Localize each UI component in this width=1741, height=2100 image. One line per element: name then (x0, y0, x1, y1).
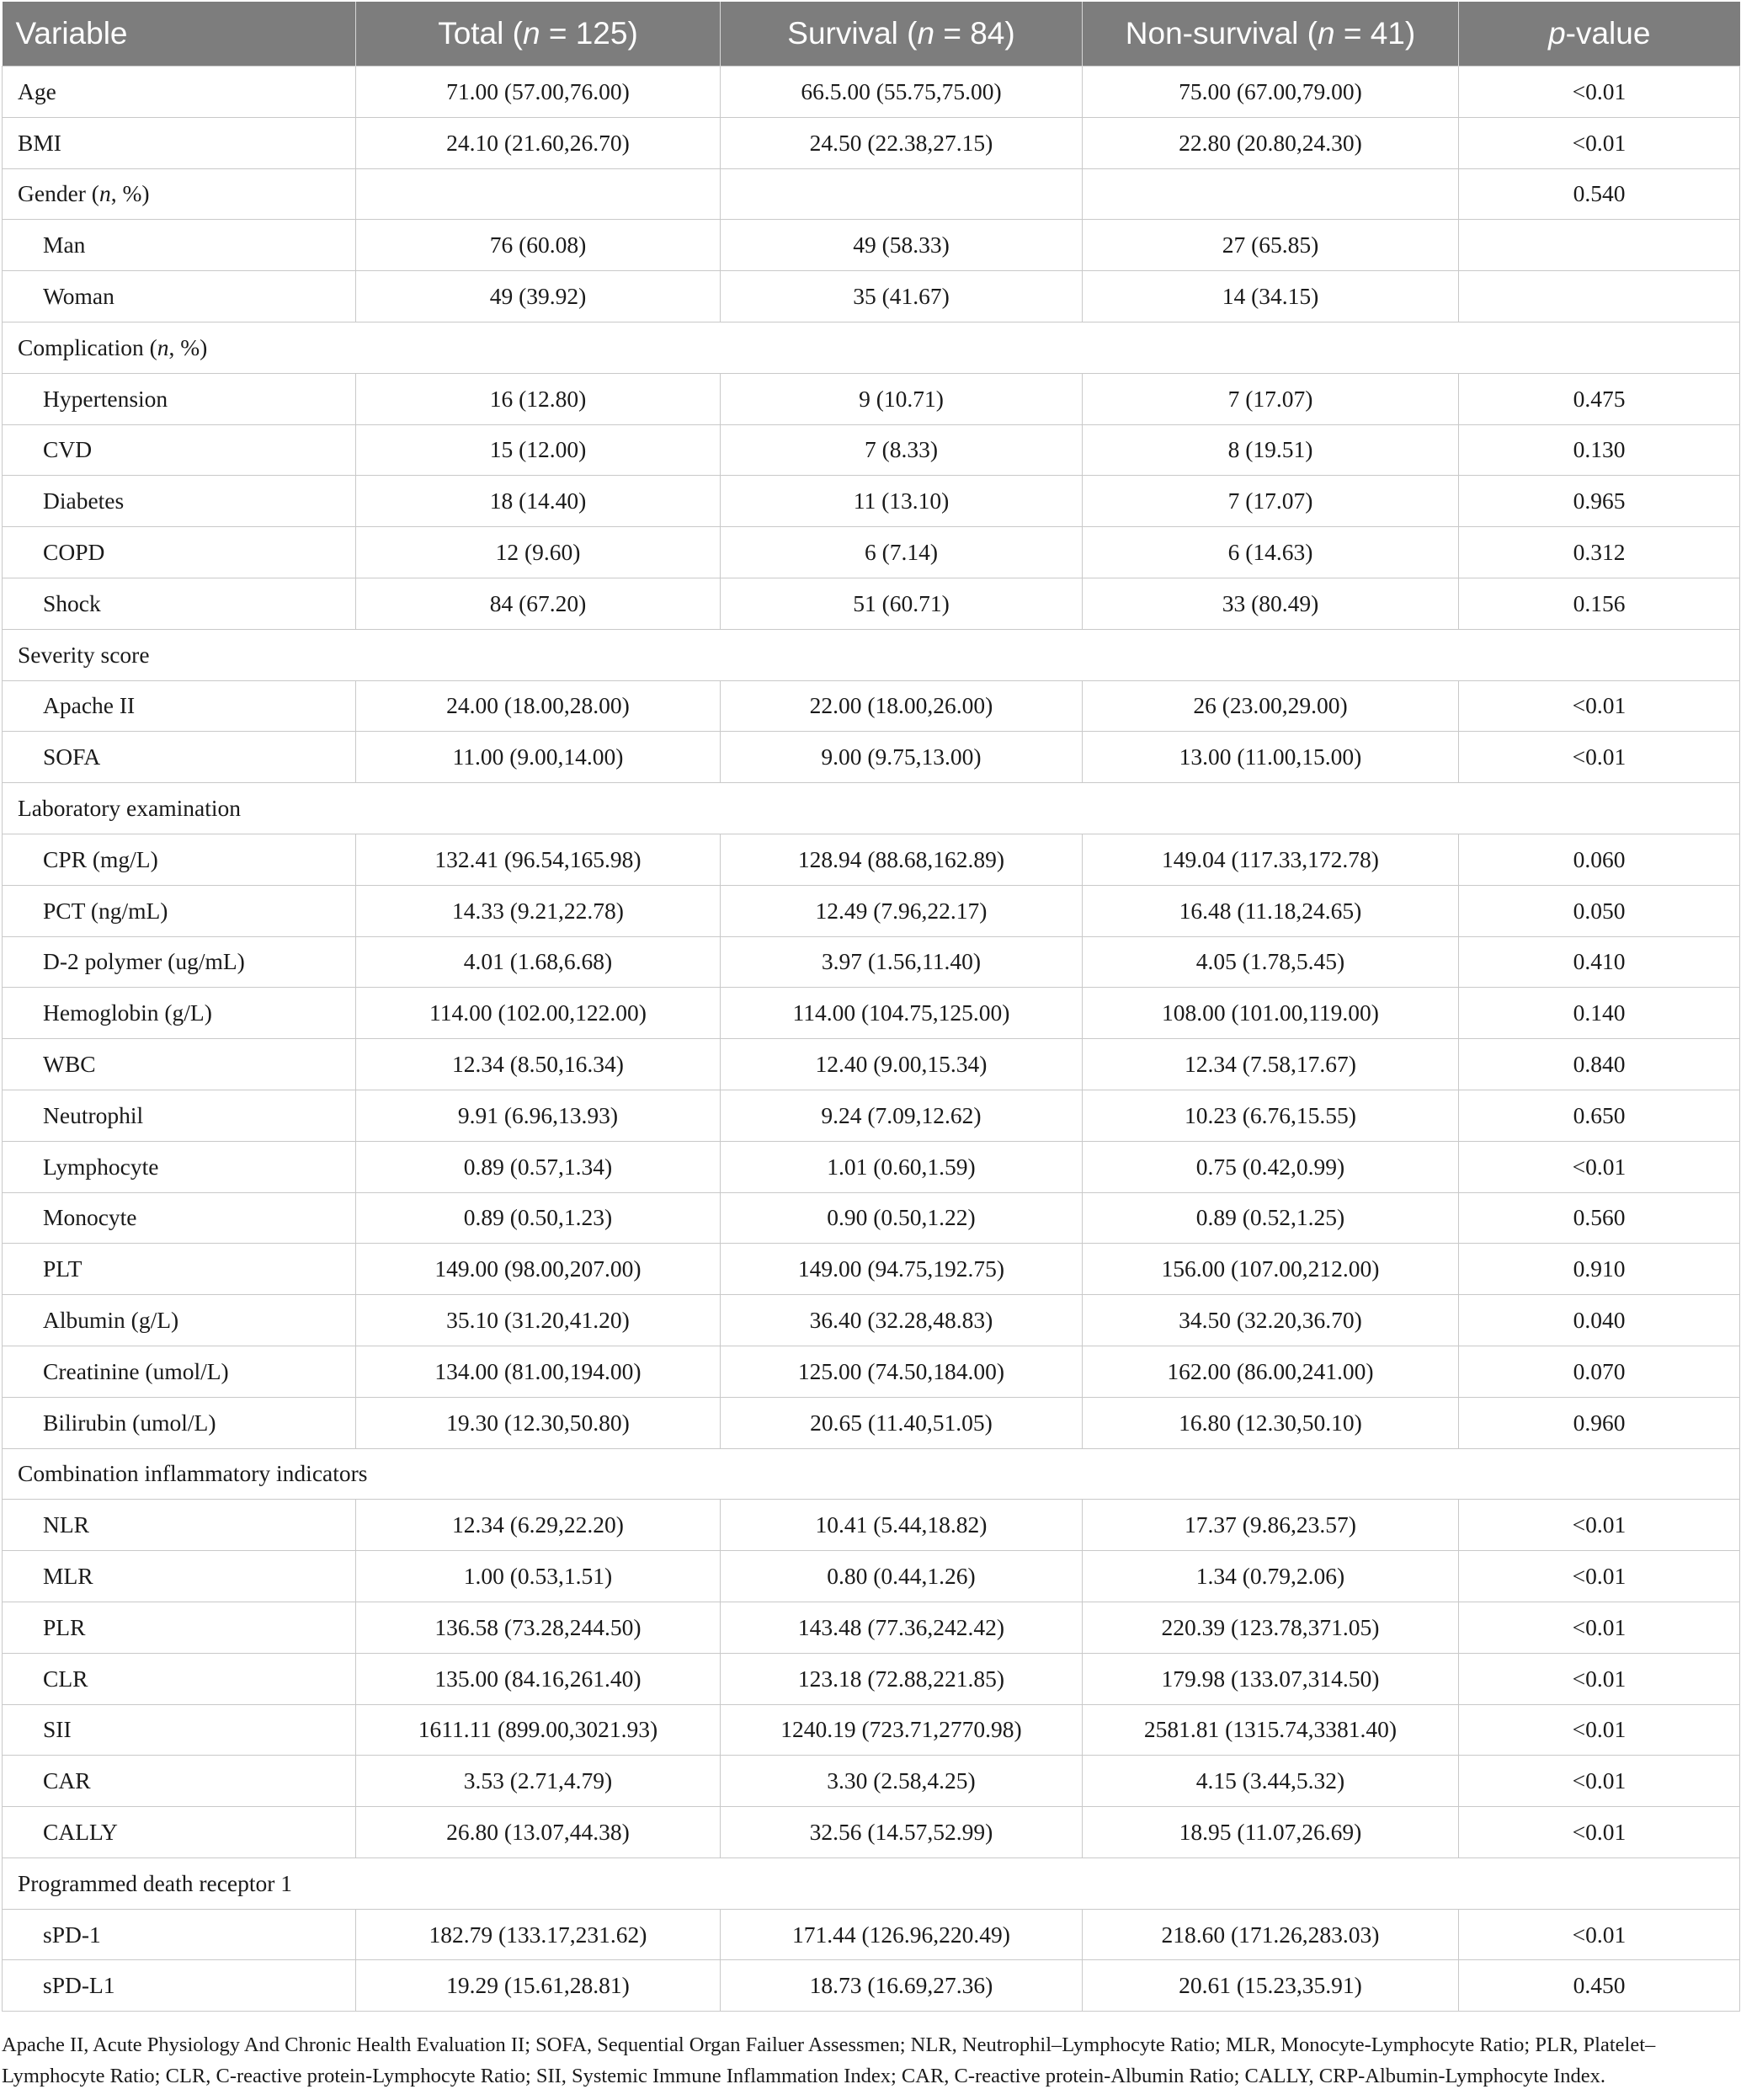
table-row (3, 885, 1740, 936)
cell-total: 35.10 (31.20,41.20) (356, 1295, 721, 1346)
cell-survival: 123.18 (72.88,221.85) (721, 1653, 1083, 1704)
cell-p-value: 0.312 (1459, 527, 1740, 578)
cell-p-value (1459, 220, 1740, 271)
section-row (3, 322, 1740, 373)
row-label: Hemoglobin (g/L) (3, 988, 356, 1039)
table-row (3, 1397, 1740, 1448)
cell-survival: 20.65 (11.40,51.05) (721, 1397, 1083, 1448)
header-total: Total (n = 125) (356, 2, 721, 67)
row-label: Monocyte (3, 1192, 356, 1244)
cell-nonsurvival: 34.50 (32.20,36.70) (1083, 1295, 1459, 1346)
cell-total: 15 (12.00) (356, 424, 721, 476)
cell-p-value: 0.540 (1459, 168, 1740, 220)
cell-survival: 3.97 (1.56,11.40) (721, 936, 1083, 988)
cell-survival: 171.44 (126.96,220.49) (721, 1909, 1083, 1960)
row-label: Creatinine (umol/L) (3, 1346, 356, 1397)
row-label: Hypertension (3, 373, 356, 424)
cell-p-value: <0.01 (1459, 1653, 1740, 1704)
row-label: Shock (3, 578, 356, 629)
cell-total: 134.00 (81.00,194.00) (356, 1346, 721, 1397)
cell-total: 18 (14.40) (356, 476, 721, 527)
cell-p-value: <0.01 (1459, 1141, 1740, 1192)
cell-survival: 1240.19 (723.71,2770.98) (721, 1704, 1083, 1756)
row-label: D-2 polymer (ug/mL) (3, 936, 356, 988)
cell-nonsurvival (1083, 168, 1459, 220)
cell-survival: 22.00 (18.00,26.00) (721, 680, 1083, 732)
table-row (3, 1602, 1740, 1653)
cell-nonsurvival: 14 (34.15) (1083, 271, 1459, 322)
table-row (3, 476, 1740, 527)
section-row (3, 1448, 1740, 1500)
row-label: Apache II (3, 680, 356, 732)
cell-nonsurvival: 4.15 (3.44,5.32) (1083, 1756, 1459, 1807)
header-p-value: p-value (1459, 2, 1740, 67)
cell-survival: 10.41 (5.44,18.82) (721, 1500, 1083, 1551)
cell-p-value: <0.01 (1459, 1756, 1740, 1807)
table-row (3, 1090, 1740, 1141)
row-label: Man (3, 220, 356, 271)
cell-total: 26.80 (13.07,44.38) (356, 1807, 721, 1858)
cell-nonsurvival: 75.00 (67.00,79.00) (1083, 67, 1459, 118)
row-label: CPR (mg/L) (3, 834, 356, 885)
cell-nonsurvival: 6 (14.63) (1083, 527, 1459, 578)
table-row (3, 1295, 1740, 1346)
table-row (3, 1192, 1740, 1244)
cell-survival: 12.49 (7.96,22.17) (721, 885, 1083, 936)
table-row (3, 680, 1740, 732)
cell-total: 0.89 (0.50,1.23) (356, 1192, 721, 1244)
cell-nonsurvival: 4.05 (1.78,5.45) (1083, 936, 1459, 988)
row-label: Diabetes (3, 476, 356, 527)
cell-nonsurvival: 20.61 (15.23,35.91) (1083, 1960, 1459, 2012)
cell-nonsurvival: 0.89 (0.52,1.25) (1083, 1192, 1459, 1244)
cell-nonsurvival: 108.00 (101.00,119.00) (1083, 988, 1459, 1039)
row-label: SOFA (3, 732, 356, 783)
cell-p-value: 0.050 (1459, 885, 1740, 936)
table-header-row (3, 2, 1740, 67)
cell-total: 84 (67.20) (356, 578, 721, 629)
cell-total: 136.58 (73.28,244.50) (356, 1602, 721, 1653)
table-row (3, 373, 1740, 424)
cell-nonsurvival: 162.00 (86.00,241.00) (1083, 1346, 1459, 1397)
cell-nonsurvival: 17.37 (9.86,23.57) (1083, 1500, 1459, 1551)
row-label: sPD-L1 (3, 1960, 356, 2012)
cell-p-value: 0.450 (1459, 1960, 1740, 2012)
row-label: PCT (ng/mL) (3, 885, 356, 936)
cell-total: 19.29 (15.61,28.81) (356, 1960, 721, 2012)
cell-nonsurvival: 156.00 (107.00,212.00) (1083, 1244, 1459, 1295)
cell-p-value: 0.140 (1459, 988, 1740, 1039)
cell-p-value: <0.01 (1459, 1500, 1740, 1551)
cell-p-value: 0.560 (1459, 1192, 1740, 1244)
cell-survival: 66.5.00 (55.75,75.00) (721, 67, 1083, 118)
header-survival: Survival (n = 84) (721, 2, 1083, 67)
cell-survival: 9 (10.71) (721, 373, 1083, 424)
cell-nonsurvival: 1.34 (0.79,2.06) (1083, 1551, 1459, 1602)
cell-survival: 114.00 (104.75,125.00) (721, 988, 1083, 1039)
table-row (3, 1756, 1740, 1807)
row-label: Gender (n, %) (3, 168, 356, 220)
cell-p-value: 0.650 (1459, 1090, 1740, 1141)
cell-survival: 1.01 (0.60,1.59) (721, 1141, 1083, 1192)
header-nonsurvival: Non-survival (n = 41) (1083, 2, 1459, 67)
cell-nonsurvival: 33 (80.49) (1083, 578, 1459, 629)
cell-survival: 6 (7.14) (721, 527, 1083, 578)
cell-total (356, 168, 721, 220)
cell-p-value: 0.475 (1459, 373, 1740, 424)
row-label: MLR (3, 1551, 356, 1602)
table-row (3, 1704, 1740, 1756)
header-variable: Variable (3, 2, 356, 67)
cell-total: 9.91 (6.96,13.93) (356, 1090, 721, 1141)
cell-p-value: 0.410 (1459, 936, 1740, 988)
cell-total: 76 (60.08) (356, 220, 721, 271)
section-row (3, 629, 1740, 680)
cell-p-value: 0.965 (1459, 476, 1740, 527)
cell-survival (721, 168, 1083, 220)
cell-p-value: 0.960 (1459, 1397, 1740, 1448)
cell-survival: 0.90 (0.50,1.22) (721, 1192, 1083, 1244)
table-row (3, 1039, 1740, 1090)
section-label: Laboratory examination (3, 783, 1740, 834)
cell-nonsurvival: 149.04 (117.33,172.78) (1083, 834, 1459, 885)
cell-nonsurvival: 26 (23.00,29.00) (1083, 680, 1459, 732)
cell-nonsurvival: 22.80 (20.80,24.30) (1083, 117, 1459, 168)
table-row (3, 988, 1740, 1039)
cell-p-value: 0.070 (1459, 1346, 1740, 1397)
cell-survival: 12.40 (9.00,15.34) (721, 1039, 1083, 1090)
table-row (3, 834, 1740, 885)
cell-total: 24.00 (18.00,28.00) (356, 680, 721, 732)
cell-total: 49 (39.92) (356, 271, 721, 322)
cell-total: 4.01 (1.68,6.68) (356, 936, 721, 988)
cell-p-value: 0.840 (1459, 1039, 1740, 1090)
cell-nonsurvival: 7 (17.07) (1083, 476, 1459, 527)
cell-nonsurvival: 7 (17.07) (1083, 373, 1459, 424)
table-row (3, 1960, 1740, 2012)
cell-nonsurvival: 10.23 (6.76,15.55) (1083, 1090, 1459, 1141)
cell-nonsurvival: 18.95 (11.07,26.69) (1083, 1807, 1459, 1858)
cell-total: 12 (9.60) (356, 527, 721, 578)
cell-total: 1.00 (0.53,1.51) (356, 1551, 721, 1602)
table-row (3, 1500, 1740, 1551)
cell-total: 24.10 (21.60,26.70) (356, 117, 721, 168)
cell-p-value: <0.01 (1459, 117, 1740, 168)
cell-nonsurvival: 179.98 (133.07,314.50) (1083, 1653, 1459, 1704)
cell-survival: 125.00 (74.50,184.00) (721, 1346, 1083, 1397)
row-label: CLR (3, 1653, 356, 1704)
cell-p-value: 0.130 (1459, 424, 1740, 476)
cell-survival: 0.80 (0.44,1.26) (721, 1551, 1083, 1602)
cell-p-value: <0.01 (1459, 1909, 1740, 1960)
cell-total: 135.00 (84.16,261.40) (356, 1653, 721, 1704)
cell-nonsurvival: 16.48 (11.18,24.65) (1083, 885, 1459, 936)
cell-total: 16 (12.80) (356, 373, 721, 424)
table-row (3, 1653, 1740, 1704)
cell-total: 71.00 (57.00,76.00) (356, 67, 721, 118)
cell-p-value: <0.01 (1459, 1551, 1740, 1602)
cell-survival: 51 (60.71) (721, 578, 1083, 629)
row-label: Woman (3, 271, 356, 322)
table-row (3, 1141, 1740, 1192)
cell-p-value (1459, 271, 1740, 322)
section-row (3, 783, 1740, 834)
row-label: Bilirubin (umol/L) (3, 1397, 356, 1448)
section-label: Severity score (3, 629, 1740, 680)
cell-p-value: <0.01 (1459, 1807, 1740, 1858)
cell-p-value: 0.040 (1459, 1295, 1740, 1346)
cell-total: 0.89 (0.57,1.34) (356, 1141, 721, 1192)
cell-survival: 18.73 (16.69,27.36) (721, 1960, 1083, 2012)
cell-total: 1611.11 (899.00,3021.93) (356, 1704, 721, 1756)
table-row (3, 117, 1740, 168)
cell-nonsurvival: 0.75 (0.42,0.99) (1083, 1141, 1459, 1192)
cell-survival: 128.94 (88.68,162.89) (721, 834, 1083, 885)
row-label: BMI (3, 117, 356, 168)
row-label: PLR (3, 1602, 356, 1653)
cell-total: 12.34 (8.50,16.34) (356, 1039, 721, 1090)
row-label: Age (3, 67, 356, 118)
table-row (3, 578, 1740, 629)
cell-total: 182.79 (133.17,231.62) (356, 1909, 721, 1960)
row-label: NLR (3, 1500, 356, 1551)
cell-total: 114.00 (102.00,122.00) (356, 988, 721, 1039)
cell-p-value: <0.01 (1459, 732, 1740, 783)
cell-nonsurvival: 12.34 (7.58,17.67) (1083, 1039, 1459, 1090)
cell-survival: 143.48 (77.36,242.42) (721, 1602, 1083, 1653)
row-label: Albumin (g/L) (3, 1295, 356, 1346)
table-row (3, 67, 1740, 118)
cell-total: 132.41 (96.54,165.98) (356, 834, 721, 885)
cell-nonsurvival: 218.60 (171.26,283.03) (1083, 1909, 1459, 1960)
cell-survival: 35 (41.67) (721, 271, 1083, 322)
cell-nonsurvival: 27 (65.85) (1083, 220, 1459, 271)
row-label: sPD-1 (3, 1909, 356, 1960)
cell-nonsurvival: 220.39 (123.78,371.05) (1083, 1602, 1459, 1653)
cell-nonsurvival: 2581.81 (1315.74,3381.40) (1083, 1704, 1459, 1756)
table-row (3, 1244, 1740, 1295)
row-label: Neutrophil (3, 1090, 356, 1141)
cell-survival: 11 (13.10) (721, 476, 1083, 527)
cell-total: 11.00 (9.00,14.00) (356, 732, 721, 783)
table-row (3, 936, 1740, 988)
table-row (3, 527, 1740, 578)
row-label: CAR (3, 1756, 356, 1807)
table-row (3, 1909, 1740, 1960)
cell-survival: 149.00 (94.75,192.75) (721, 1244, 1083, 1295)
row-label: COPD (3, 527, 356, 578)
cell-survival: 49 (58.33) (721, 220, 1083, 271)
table-row (3, 168, 1740, 220)
table-row (3, 1346, 1740, 1397)
row-label: SII (3, 1704, 356, 1756)
section-label: Programmed death receptor 1 (3, 1857, 1740, 1909)
cell-p-value: <0.01 (1459, 1704, 1740, 1756)
table-row (3, 1551, 1740, 1602)
cell-total: 19.30 (12.30,50.80) (356, 1397, 721, 1448)
cell-survival: 32.56 (14.57,52.99) (721, 1807, 1083, 1858)
table-row (3, 732, 1740, 783)
table-row (3, 271, 1740, 322)
cell-survival: 9.24 (7.09,12.62) (721, 1090, 1083, 1141)
cell-total: 3.53 (2.71,4.79) (356, 1756, 721, 1807)
cell-p-value: <0.01 (1459, 1602, 1740, 1653)
row-label: Lymphocyte (3, 1141, 356, 1192)
cell-survival: 9.00 (9.75,13.00) (721, 732, 1083, 783)
table-row (3, 1807, 1740, 1858)
cell-survival: 24.50 (22.38,27.15) (721, 117, 1083, 168)
table-row (3, 424, 1740, 476)
table-row (3, 220, 1740, 271)
row-label: WBC (3, 1039, 356, 1090)
table-footnote: Apache II, Acute Physiology And Chronic Health Evaluation II; SOFA, Sequential Organ Failuer Assessmen; NLR, Neutrophil–Lymphocyte Ratio; MLR, Monocyte-Lymphocyte Ratio; PLR, Platelet–Lymphocyte Ratio; CLR, C-reactive protein-Lymphocyte Ratio; SII, Systemic Immune Inflammation Index; CAR, C-reactive protein-Albumin Ratio; CALLY, CRP-Albumin-Lymphocyte Index. (2, 2033, 1656, 2087)
section-label: Combination inflammatory indicators (3, 1448, 1740, 1500)
row-label: CALLY (3, 1807, 356, 1858)
cell-nonsurvival: 16.80 (12.30,50.10) (1083, 1397, 1459, 1448)
section-row (3, 1857, 1740, 1909)
cell-survival: 3.30 (2.58,4.25) (721, 1756, 1083, 1807)
cell-total: 14.33 (9.21,22.78) (356, 885, 721, 936)
cell-total: 149.00 (98.00,207.00) (356, 1244, 721, 1295)
cell-nonsurvival: 8 (19.51) (1083, 424, 1459, 476)
cell-p-value: 0.060 (1459, 834, 1740, 885)
cell-p-value: 0.910 (1459, 1244, 1740, 1295)
row-label: CVD (3, 424, 356, 476)
cell-p-value: 0.156 (1459, 578, 1740, 629)
cell-p-value: <0.01 (1459, 680, 1740, 732)
baseline-characteristics-table (2, 2, 1740, 2012)
section-label: Complication (n, %) (3, 322, 1740, 373)
cell-total: 12.34 (6.29,22.20) (356, 1500, 721, 1551)
row-label: PLT (3, 1244, 356, 1295)
cell-nonsurvival: 13.00 (11.00,15.00) (1083, 732, 1459, 783)
cell-p-value: <0.01 (1459, 67, 1740, 118)
cell-survival: 7 (8.33) (721, 424, 1083, 476)
cell-survival: 36.40 (32.28,48.83) (721, 1295, 1083, 1346)
